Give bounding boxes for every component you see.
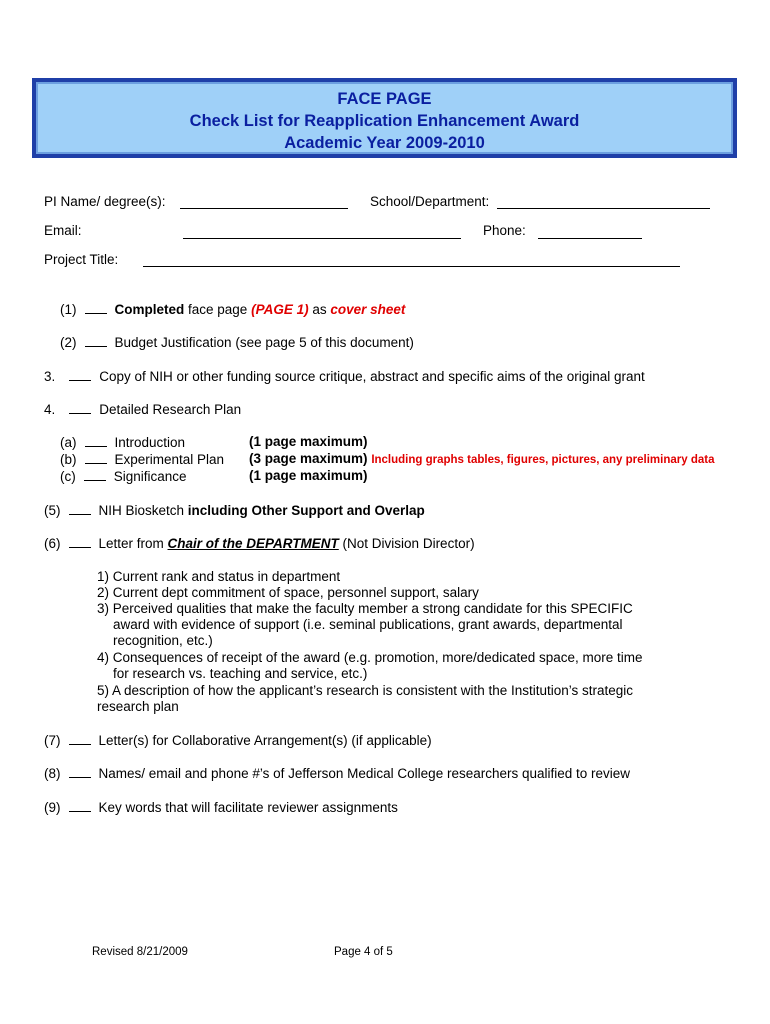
item-4-text: Detailed Research Plan xyxy=(99,402,242,417)
item-4b xyxy=(60,451,224,467)
pi-name-label: PI Name/ degree(s): xyxy=(44,194,166,209)
item-4 xyxy=(44,401,241,417)
item-1-page-note: (PAGE 1) xyxy=(251,302,309,317)
item-3-number: 3. xyxy=(44,369,56,384)
item-3 xyxy=(44,368,645,384)
item-4b-limit-row xyxy=(249,451,714,466)
letter-point: award with evidence of support (i.e. seminal publications, grant awards, departmental xyxy=(113,617,623,632)
item-4-number: 4. xyxy=(44,402,56,417)
item-9 xyxy=(44,799,398,815)
item-9-number: (9) xyxy=(44,800,61,815)
item-1-cover-sheet: cover sheet xyxy=(330,302,406,317)
item-8-checkbox[interactable] xyxy=(69,765,91,778)
project-title-label: Project Title: xyxy=(44,252,119,267)
item-4a-text: Introduction xyxy=(114,435,186,450)
item-4c-limit: (1 page maximum) xyxy=(249,468,368,483)
email-field[interactable] xyxy=(183,238,461,239)
item-6 xyxy=(44,535,475,551)
item-6-tail: (Not Division Director) xyxy=(338,536,475,551)
item-6-checkbox[interactable] xyxy=(69,535,91,548)
item-4a-limit: (1 page maximum) xyxy=(249,434,368,449)
item-6-chair: Chair of the DEPARTMENT xyxy=(167,536,339,551)
pi-name-field[interactable] xyxy=(180,208,348,209)
letter-point: 1) Current rank and status in department xyxy=(97,569,341,584)
school-field[interactable] xyxy=(497,208,710,209)
item-4b-limit: (3 page maximum) xyxy=(249,451,368,466)
item-7-text: Letter(s) for Collaborative Arrangement(s) (if applicable) xyxy=(98,733,432,748)
letter-point: research plan xyxy=(97,699,179,714)
letter-point: recognition, etc.) xyxy=(113,633,213,648)
item-1-checkbox[interactable] xyxy=(85,301,107,314)
title-face-page: FACE PAGE xyxy=(337,90,432,108)
item-8-text: Names/ email and phone #’s of Jefferson Medical College researchers qualified to review xyxy=(98,766,631,781)
item-6-text: Letter from xyxy=(98,536,168,551)
item-4a-number: (a) xyxy=(60,435,77,450)
letter-point: 3) Perceived qualities that make the faculty member a strong candidate for this SPECIFIC xyxy=(97,601,633,616)
project-title-field[interactable] xyxy=(143,266,680,267)
letter-point: 4) Consequences of receipt of the award (e.g. promotion, more/dedicated space, more time xyxy=(97,650,643,665)
item-5-bold: including Other Support and Overlap xyxy=(187,503,425,518)
footer-page-number: Page 4 of 5 xyxy=(334,946,393,958)
item-7-checkbox[interactable] xyxy=(69,732,91,745)
school-label: School/Department: xyxy=(370,194,490,209)
item-4c-number: (c) xyxy=(60,469,76,484)
item-4b-text: Experimental Plan xyxy=(114,452,225,467)
letter-point: for research vs. teaching and service, etc.) xyxy=(113,666,368,681)
item-9-text: Key words that will facilitate reviewer assignments xyxy=(98,800,398,815)
letter-point: 5) A description of how the applicant’s research is consistent with the Institution’s strategic xyxy=(97,683,634,698)
item-2 xyxy=(60,334,414,350)
item-5 xyxy=(44,502,425,518)
item-2-checkbox[interactable] xyxy=(85,334,107,347)
title-box xyxy=(32,78,737,158)
item-1-text: face page xyxy=(184,302,252,317)
title-academic-year: Academic Year 2009-2010 xyxy=(284,134,485,152)
item-3-text: Copy of NIH or other funding source critique, abstract and specific aims of the original grant xyxy=(99,369,645,384)
phone-label: Phone: xyxy=(483,223,526,238)
item-1-number: (1) xyxy=(60,302,77,317)
item-2-number: (2) xyxy=(60,335,77,350)
item-4b-checkbox[interactable] xyxy=(85,451,107,464)
item-2-text: Budget Justification (see page 5 of this document) xyxy=(114,335,414,350)
item-4c xyxy=(60,468,187,484)
item-4a-checkbox[interactable] xyxy=(85,434,107,447)
item-5-checkbox[interactable] xyxy=(69,502,91,515)
item-4b-number: (b) xyxy=(60,452,77,467)
item-1 xyxy=(60,301,405,317)
footer-revised: Revised 8/21/2009 xyxy=(92,946,188,958)
item-8-number: (8) xyxy=(44,766,61,781)
item-7 xyxy=(44,732,432,748)
email-label: Email: xyxy=(44,223,82,238)
phone-field[interactable] xyxy=(538,238,642,239)
item-3-checkbox[interactable] xyxy=(69,368,91,381)
item-1-as: as xyxy=(308,302,331,317)
letter-point: 2) Current dept commitment of space, personnel support, salary xyxy=(97,585,479,600)
item-4c-text: Significance xyxy=(113,469,187,484)
item-4c-checkbox[interactable] xyxy=(84,468,106,481)
item-5-text: NIH Biosketch xyxy=(98,503,188,518)
title-checklist: Check List for Reapplication Enhancement Award xyxy=(189,112,580,130)
item-1-bold: Completed xyxy=(114,302,185,317)
item-4a xyxy=(60,434,185,450)
item-7-number: (7) xyxy=(44,733,61,748)
item-8 xyxy=(44,765,630,781)
item-4b-note: Including graphs tables, figures, pictures, any preliminary data xyxy=(371,454,715,466)
item-4-checkbox[interactable] xyxy=(69,401,91,414)
item-6-number: (6) xyxy=(44,536,61,551)
item-5-number: (5) xyxy=(44,503,61,518)
item-9-checkbox[interactable] xyxy=(69,799,91,812)
